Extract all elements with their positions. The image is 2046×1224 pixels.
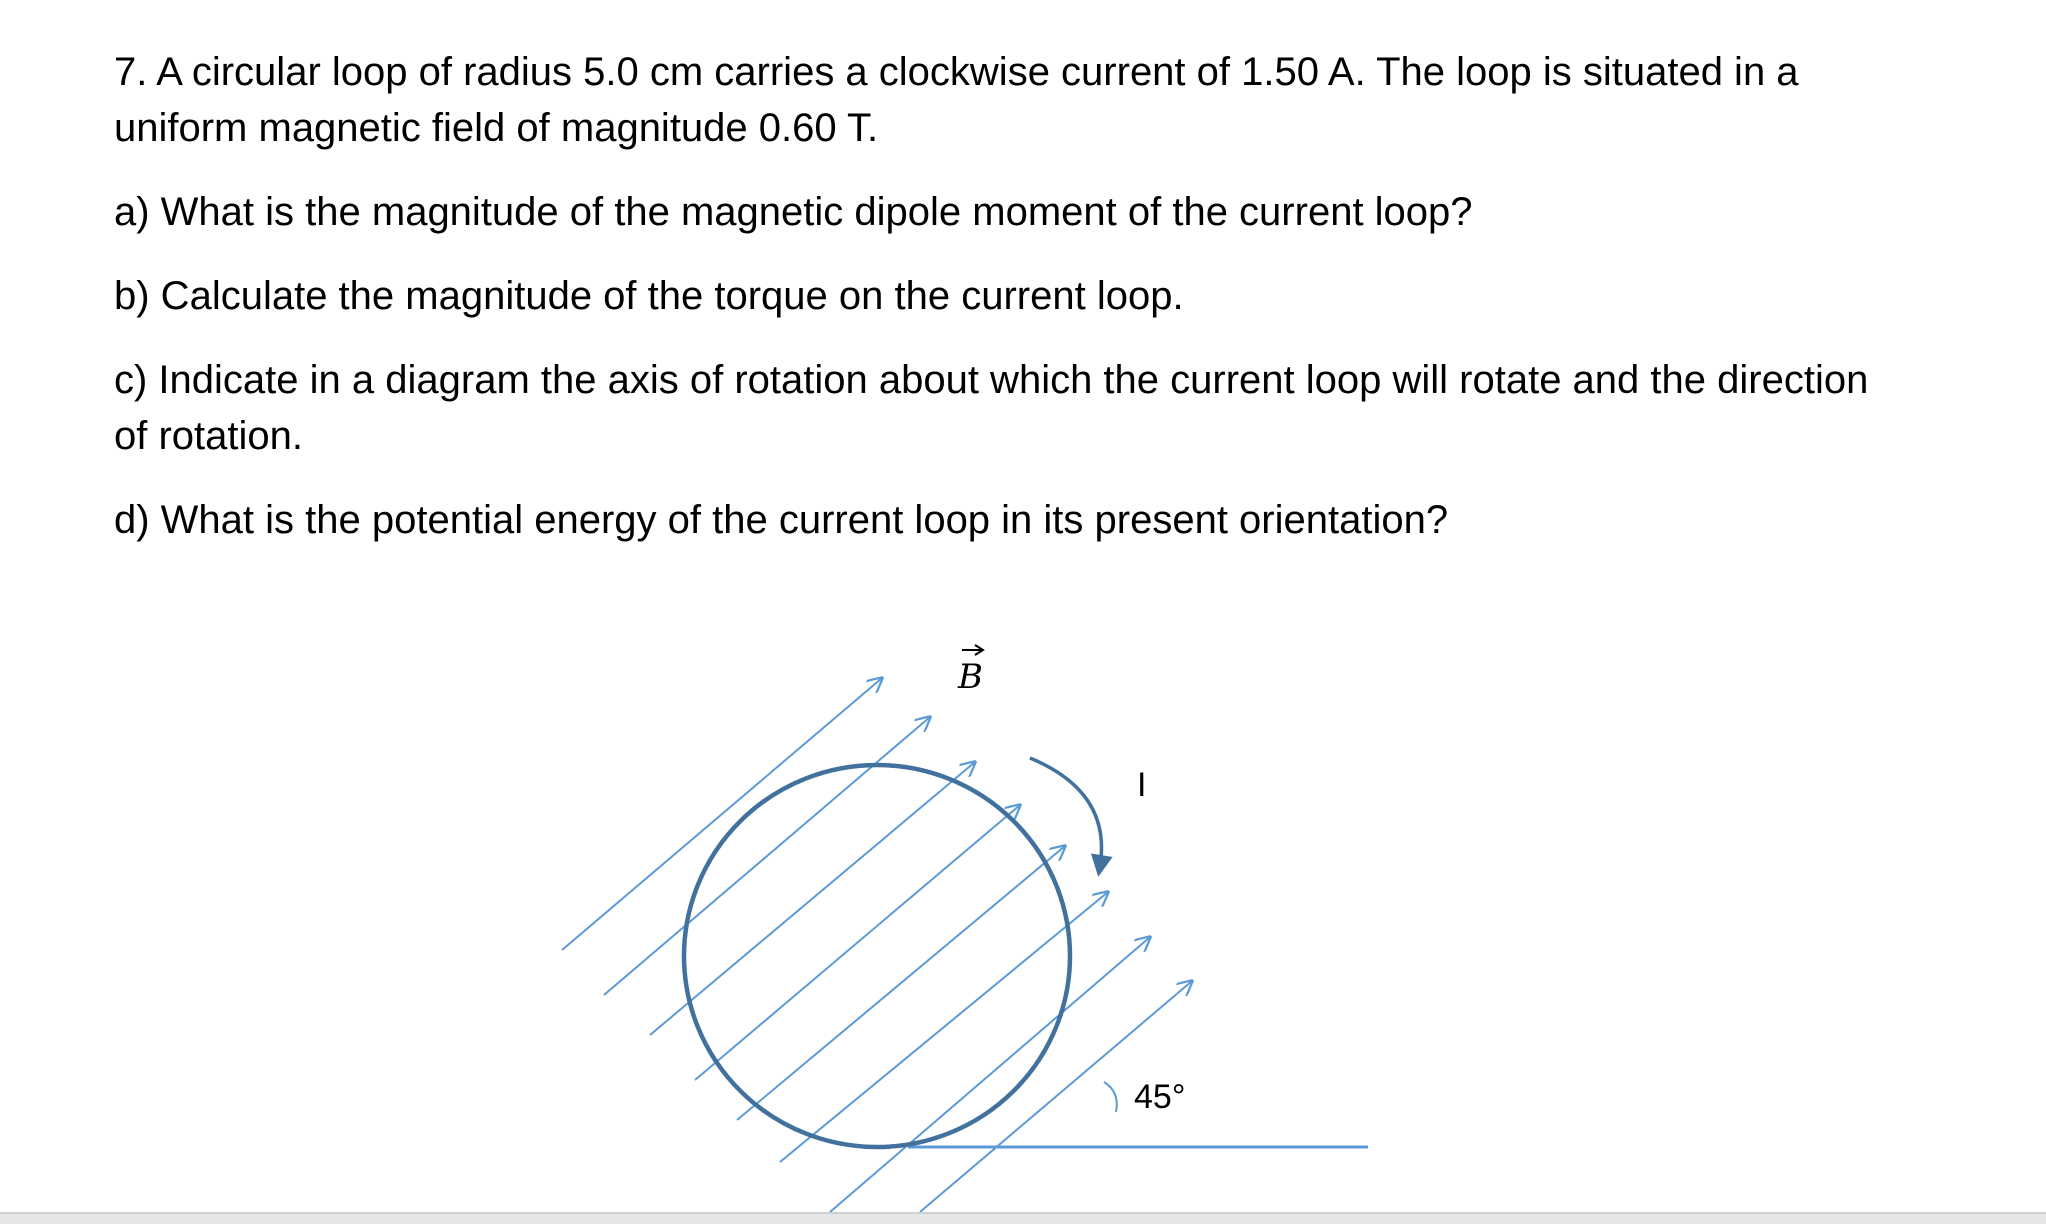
field-label bbox=[957, 645, 983, 697]
question-part-c: c) Indicate in a diagram the axis of rotation about which the current loop will rotate and the direction of rotation. bbox=[114, 358, 1869, 458]
question-part-a: a) What is the magnitude of the magnetic dipole moment of the current loop? bbox=[114, 190, 1473, 234]
field-line bbox=[562, 678, 882, 950]
field-line bbox=[830, 937, 1150, 1212]
question-part-b: b) Calculate the magnitude of the torque on the current loop. bbox=[114, 274, 1184, 318]
field-line bbox=[695, 805, 1020, 1080]
field-label-text: B bbox=[958, 657, 983, 697]
field-line bbox=[780, 892, 1108, 1162]
vector-arrow-icon bbox=[962, 645, 983, 655]
bottom-scroll-edge bbox=[0, 1212, 2046, 1224]
question-part-d: d) What is the potential energy of the current loop in its present orientation? bbox=[114, 498, 1449, 542]
curved-arrow-icon bbox=[1030, 758, 1102, 866]
problem-statement: 7. A circular loop of radius 5.0 cm carries a clockwise current of 1.50 A. The loop is situated in a uniform magnetic field of magnitude 0.60 T. bbox=[114, 50, 1799, 150]
angle-label: 45° bbox=[1134, 1078, 1186, 1116]
field-line bbox=[737, 846, 1065, 1120]
magnetic-field-lines bbox=[562, 678, 1192, 1212]
field-line bbox=[604, 717, 930, 995]
angle-arc bbox=[1104, 1082, 1117, 1112]
current-loop bbox=[684, 765, 1070, 1147]
current-label: I bbox=[1137, 766, 1147, 804]
field-line bbox=[650, 762, 975, 1035]
